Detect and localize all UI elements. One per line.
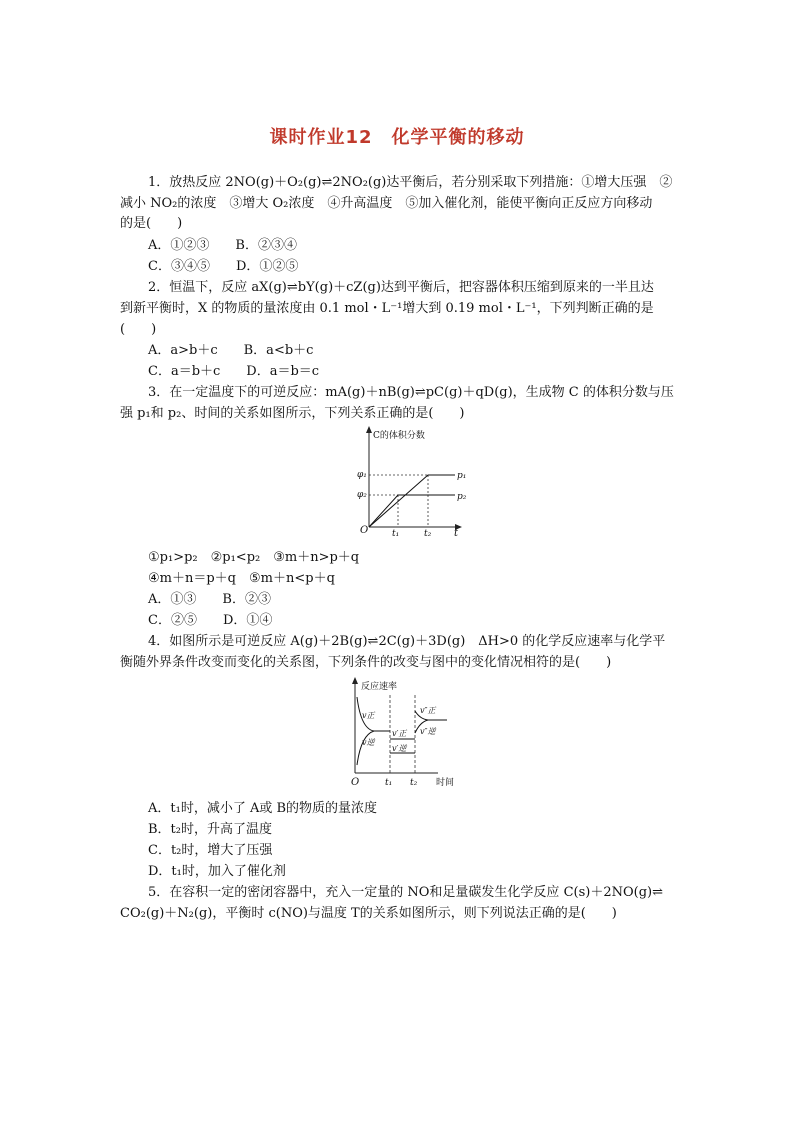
q3-statements-1: ①p₁>p₂ ②p₁<p₂ ③m＋n>p＋q (148, 550, 360, 565)
q4-option-b: B．t₂时，升高了温度 (148, 822, 272, 837)
q3-options-cd: C．②⑤ D．①④ (148, 613, 273, 628)
q4-line-2: 衡随外界条件改变而变化的关系图，下列条件的改变与图中的变化情况相符的是( ) (120, 655, 612, 670)
y-axis-arrow (366, 426, 372, 433)
t2-label: t₂ (424, 529, 432, 539)
y-axis-label: C的体积分数 (373, 431, 425, 441)
phi1-label: φ₁ (357, 470, 367, 480)
q4-figure (340, 673, 480, 791)
origin-label: O (351, 777, 360, 788)
x-axis-label: 时间 (436, 778, 455, 788)
t2-label: t₂ (410, 778, 418, 788)
y-axis-label: 反应速率 (361, 682, 398, 692)
page-title: 课时作业12 化学平衡的移动 (269, 127, 525, 148)
p2-label: p₂ (457, 492, 467, 502)
q3-line-2: 强 p₁和 p₂、时间的关系如图所示，下列关系正确的是( ) (120, 406, 465, 421)
p2-curve (369, 495, 455, 527)
t-label: t (454, 528, 459, 539)
q1-line-1: 1．放热反应 2NO(g)＋O₂(g)⇌2NO₂(g)达平衡后，若分别采取下列措施：①增大压强 ② (148, 175, 673, 190)
q3-figure (340, 424, 480, 540)
q4-line-1: 4．如图所示是可逆反应 A(g)＋2B(g)⇌2C(g)＋3D(g) ΔH>0 的化学反应速率与化学平 (148, 634, 666, 649)
v-reverse-1-label: v′逆 (392, 744, 407, 753)
q5-line-2: CO₂(g)＋N₂(g)，平衡时 c(NO)与温度 T的关系如图所示，则下列说法正确的是( ) (120, 906, 617, 921)
v-reverse-label: v逆 (362, 738, 375, 747)
v-forward-1-label: v′正 (392, 729, 407, 738)
q1-options-ab: A．①②③ B．②③④ (148, 238, 297, 253)
v-forward-label: v正 (362, 711, 375, 720)
q4-option-a: A．t₁时，减小了 A或 B的物质的量浓度 (148, 801, 378, 816)
p1-label: p₁ (457, 471, 467, 481)
q2-options-cd: C．a＝b＋c D．a＝b＝c (148, 364, 320, 379)
q4-option-d: D．t₁时，加入了催化剂 (148, 864, 286, 879)
q2-line-1: 2．恒温下，反应 aX(g)⇌bY(g)＋cZ(g)达到平衡后，把容器体积压缩到原来的一半且达 (148, 280, 654, 295)
q3-line-1: 3．在一定温度下的可逆反应：mA(g)＋nB(g)⇌pC(g)＋qD(g)，生成物 C 的体积分数与压 (148, 385, 674, 400)
q3-options-ab: A．①③ B．②③ (148, 592, 271, 607)
phi2-label: φ₂ (357, 490, 367, 500)
v-reverse-curve (357, 731, 390, 765)
q4-option-c: C．t₂时，增大了压强 (148, 843, 273, 858)
q3-statements-2: ④m＋n＝p＋q ⑤m＋n<p＋q (148, 571, 335, 586)
origin-label: O (360, 525, 369, 536)
q2-line-2: 到新平衡时，X 的物质的量浓度由 0.1 mol・L⁻¹增大到 0.19 mol・L⁻¹，下列判断正确的是 (120, 301, 654, 316)
v-forward-2-label: v″正 (420, 706, 436, 715)
q2-line-3: ( ) (120, 322, 157, 337)
v-reverse-2-label: v″逆 (420, 727, 436, 736)
q1-line-3: 的是( ) (120, 216, 183, 231)
t1-label: t₁ (392, 529, 400, 539)
q2-options-ab: A．a>b＋c B．a<b＋c (148, 343, 314, 358)
t1-label: t₁ (385, 778, 393, 788)
q1-options-cd: C．③④⑤ D．①②⑤ (148, 259, 299, 274)
y-axis-arrow (352, 677, 358, 684)
p1-curve (369, 475, 455, 527)
q1-line-2: 减小 NO₂的浓度 ③增大 O₂浓度 ④升高温度 ⑤加入催化剂，能使平衡向正反应方向移动 (120, 196, 653, 211)
q5-line-1: 5．在容积一定的密闭容器中，充入一定量的 NO和足量碳发生化学反应 C(s)＋2NO(g)⇌ (148, 885, 663, 900)
